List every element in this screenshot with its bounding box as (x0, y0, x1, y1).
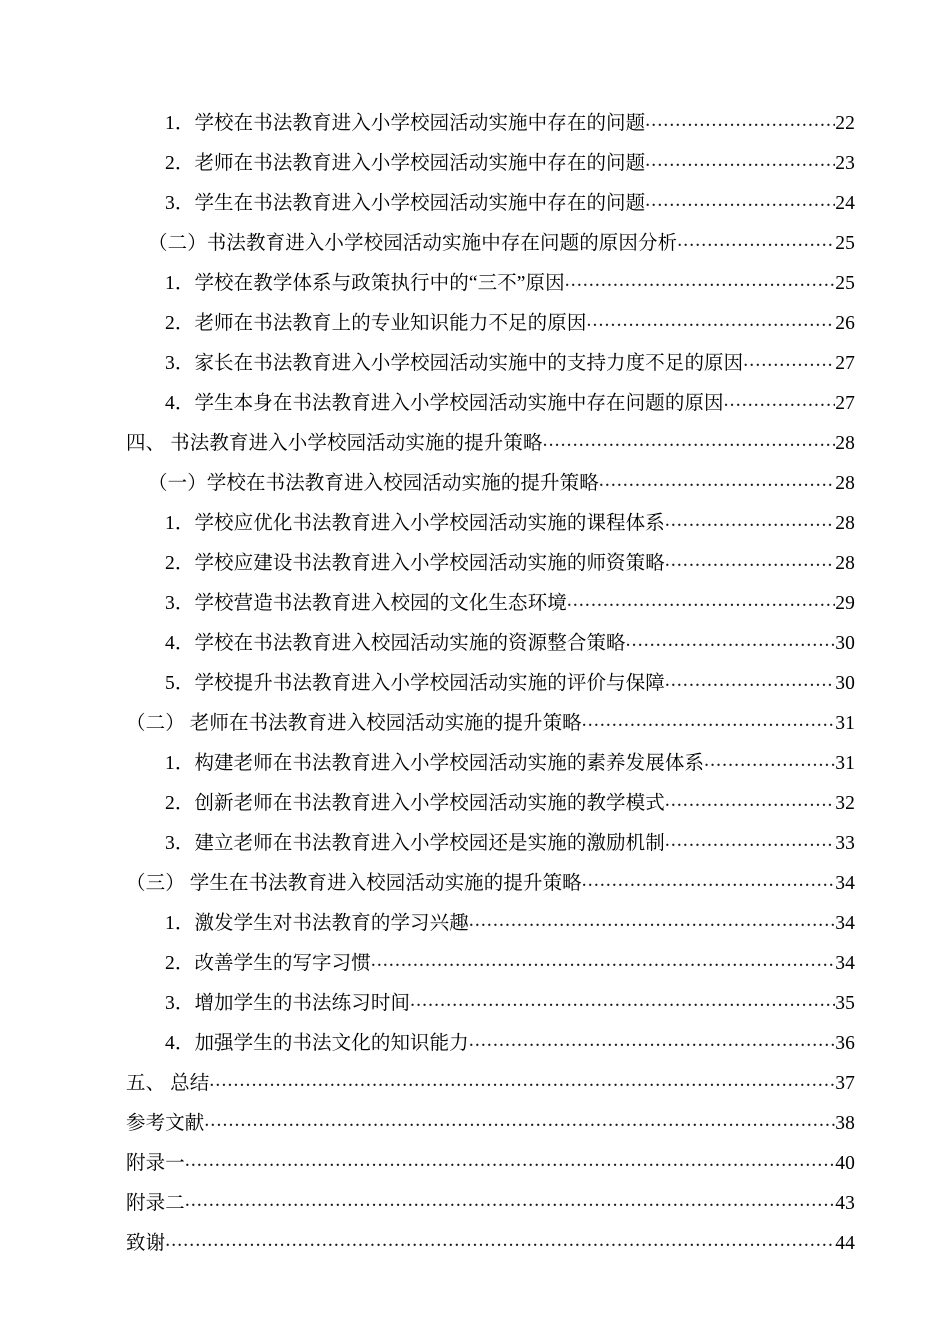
toc-entry-page-number: 40 (835, 1153, 855, 1174)
toc-entry[interactable] (0, 104, 950, 144)
toc-dot-leader (645, 150, 835, 170)
toc-entry-page-number: 44 (835, 1233, 855, 1254)
toc-entry-label: （二）书法教育进入小学校园活动实施中存在问题的原因分析 (148, 233, 678, 254)
toc-entry-page-number: 30 (835, 633, 855, 654)
toc-entry[interactable] (0, 1064, 950, 1104)
toc-entry[interactable] (0, 184, 950, 224)
toc-entry-label: 四、 书法教育进入小学校园活动实施的提升策略 (126, 433, 543, 454)
toc-entry[interactable] (0, 424, 950, 464)
toc-dot-leader (665, 830, 835, 850)
toc-dot-leader (204, 1110, 835, 1130)
toc-entry-page-number: 26 (835, 313, 855, 334)
toc-entry-page-number: 33 (835, 833, 855, 854)
toc-entry[interactable] (0, 1024, 950, 1064)
toc-entry-page-number: 34 (835, 913, 855, 934)
toc-dot-leader (543, 430, 836, 450)
toc-dot-leader (410, 990, 835, 1010)
toc-entry-page-number: 28 (835, 433, 855, 454)
toc-entry-page-number: 32 (835, 793, 855, 814)
toc-dot-leader (665, 790, 835, 810)
toc-entry[interactable] (0, 864, 950, 904)
toc-dot-leader (645, 110, 835, 130)
toc-dot-leader (567, 590, 835, 610)
toc-entry[interactable] (0, 744, 950, 784)
toc-entry[interactable] (0, 784, 950, 824)
toc-entry[interactable] (0, 544, 950, 584)
toc-entry-page-number: 27 (835, 353, 855, 374)
toc-entry-page-number: 38 (835, 1113, 855, 1134)
toc-entry-label: 3．建立老师在书法教育进入小学校园还是实施的激励机制 (165, 833, 665, 854)
toc-entry[interactable] (0, 224, 950, 264)
toc-entry-label: 3．家长在书法教育进入小学校园活动实施中的支持力度不足的原因 (165, 353, 744, 374)
toc-dot-leader (582, 870, 836, 890)
toc-entry-page-number: 31 (835, 713, 855, 734)
toc-entry-label: 2．老师在书法教育上的专业知识能力不足的原因 (165, 313, 587, 334)
toc-entry[interactable] (0, 1144, 950, 1184)
toc-entry-page-number: 25 (835, 233, 855, 254)
toc-entry-label: 5．学校提升书法教育进入小学校园活动实施的评价与保障 (165, 673, 665, 694)
toc-entry[interactable] (0, 1184, 950, 1224)
toc-entry-page-number: 34 (835, 953, 855, 974)
toc-entry-label: 2．创新老师在书法教育进入小学校园活动实施的教学模式 (165, 793, 665, 814)
toc-entry-label: 1．构建老师在书法教育进入小学校园活动实施的素养发展体系 (165, 753, 705, 774)
toc-dot-leader (677, 230, 835, 250)
toc-entry-label: 3．学校营造书法教育进入校园的文化生态环境 (165, 593, 567, 614)
toc-dot-leader (743, 350, 835, 370)
toc-entry-label: 3．增加学生的书法练习时间 (165, 993, 411, 1014)
toc-dot-leader (185, 1150, 835, 1170)
toc-entry[interactable] (0, 704, 950, 744)
toc-entry-page-number: 37 (835, 1073, 855, 1094)
toc-entry-page-number: 28 (835, 553, 855, 574)
toc-entry-page-number: 25 (835, 273, 855, 294)
toc-entry-label: 2．学校应建设书法教育进入小学校园活动实施的师资策略 (165, 553, 665, 574)
toc-entry-label: 1．学校在教学体系与政策执行中的“三不”原因 (165, 273, 565, 294)
toc-dot-leader (185, 1190, 835, 1210)
toc-dot-leader (665, 550, 835, 570)
toc-entry-label: 附录一 (126, 1153, 185, 1174)
toc-entry-label: 致谢 (126, 1233, 166, 1254)
table-of-contents (0, 104, 950, 1264)
toc-entry-label: （一）学校在书法教育进入校园活动实施的提升策略 (148, 473, 599, 494)
toc-entry-label: 2．老师在书法教育进入小学校园活动实施中存在的问题 (165, 153, 646, 174)
toc-dot-leader (724, 390, 836, 410)
toc-entry-page-number: 28 (835, 513, 855, 534)
toc-entry-label: 1．学校在书法教育进入小学校园活动实施中存在的问题 (165, 113, 646, 134)
toc-dot-leader (582, 710, 836, 730)
toc-entry-page-number: 24 (835, 193, 855, 214)
toc-entry[interactable] (0, 824, 950, 864)
toc-entry-page-number: 30 (835, 673, 855, 694)
toc-entry-label: 4．学生本身在书法教育进入小学校园活动实施中存在问题的原因 (165, 393, 724, 414)
toc-entry[interactable] (0, 1224, 950, 1264)
toc-entry-label: 附录二 (126, 1193, 185, 1214)
toc-entry-page-number: 36 (835, 1033, 855, 1054)
toc-dot-leader (469, 910, 835, 930)
toc-entry-label: 五、 总结 (126, 1073, 210, 1094)
toc-entry[interactable] (0, 264, 950, 304)
toc-entry[interactable] (0, 584, 950, 624)
toc-entry[interactable] (0, 624, 950, 664)
toc-entry-label: 4．学校在书法教育进入校园活动实施的资源整合策略 (165, 633, 626, 654)
toc-entry[interactable] (0, 944, 950, 984)
toc-dot-leader (626, 630, 836, 650)
toc-entry-label: 1．激发学生对书法教育的学习兴趣 (165, 913, 469, 934)
toc-dot-leader (165, 1230, 835, 1250)
toc-dot-leader (371, 950, 835, 970)
toc-entry-label: 1．学校应优化书法教育进入小学校园活动实施的课程体系 (165, 513, 665, 534)
toc-entry-page-number: 23 (835, 153, 855, 174)
toc-dot-leader (665, 510, 835, 530)
toc-entry-page-number: 22 (835, 113, 855, 134)
toc-entry-page-number: 28 (835, 473, 855, 494)
toc-dot-leader (599, 470, 835, 490)
toc-entry-label: （三） 学生在书法教育进入校园活动实施的提升策略 (126, 873, 582, 894)
toc-dot-leader (469, 1030, 835, 1050)
toc-entry-label: 2．改善学生的写字习惯 (165, 953, 371, 974)
toc-entry[interactable] (0, 1104, 950, 1144)
toc-entry-label: 参考文献 (126, 1113, 205, 1134)
toc-entry-page-number: 35 (835, 993, 855, 1014)
toc-entry-page-number: 31 (835, 753, 855, 774)
toc-dot-leader (586, 310, 835, 330)
toc-entry[interactable] (0, 664, 950, 704)
toc-entry-page-number: 29 (835, 593, 855, 614)
toc-entry-label: 3．学生在书法教育进入小学校园活动实施中存在的问题 (165, 193, 646, 214)
toc-entry-label: 4．加强学生的书法文化的知识能力 (165, 1033, 469, 1054)
toc-dot-leader (645, 190, 835, 210)
toc-entry-page-number: 27 (835, 393, 855, 414)
toc-entry[interactable] (0, 904, 950, 944)
toc-entry[interactable] (0, 384, 950, 424)
toc-entry-label: （二） 老师在书法教育进入校园活动实施的提升策略 (126, 713, 582, 734)
toc-entry-page-number: 34 (835, 873, 855, 894)
toc-dot-leader (209, 1070, 835, 1090)
toc-entry[interactable] (0, 344, 950, 384)
toc-entry[interactable] (0, 304, 950, 344)
toc-entry[interactable] (0, 464, 950, 504)
toc-dot-leader (704, 750, 835, 770)
toc-entry-page-number: 43 (835, 1193, 855, 1214)
toc-dot-leader (665, 670, 835, 690)
toc-entry[interactable] (0, 504, 950, 544)
toc-entry[interactable] (0, 144, 950, 184)
toc-dot-leader (565, 270, 836, 290)
toc-entry[interactable] (0, 984, 950, 1024)
